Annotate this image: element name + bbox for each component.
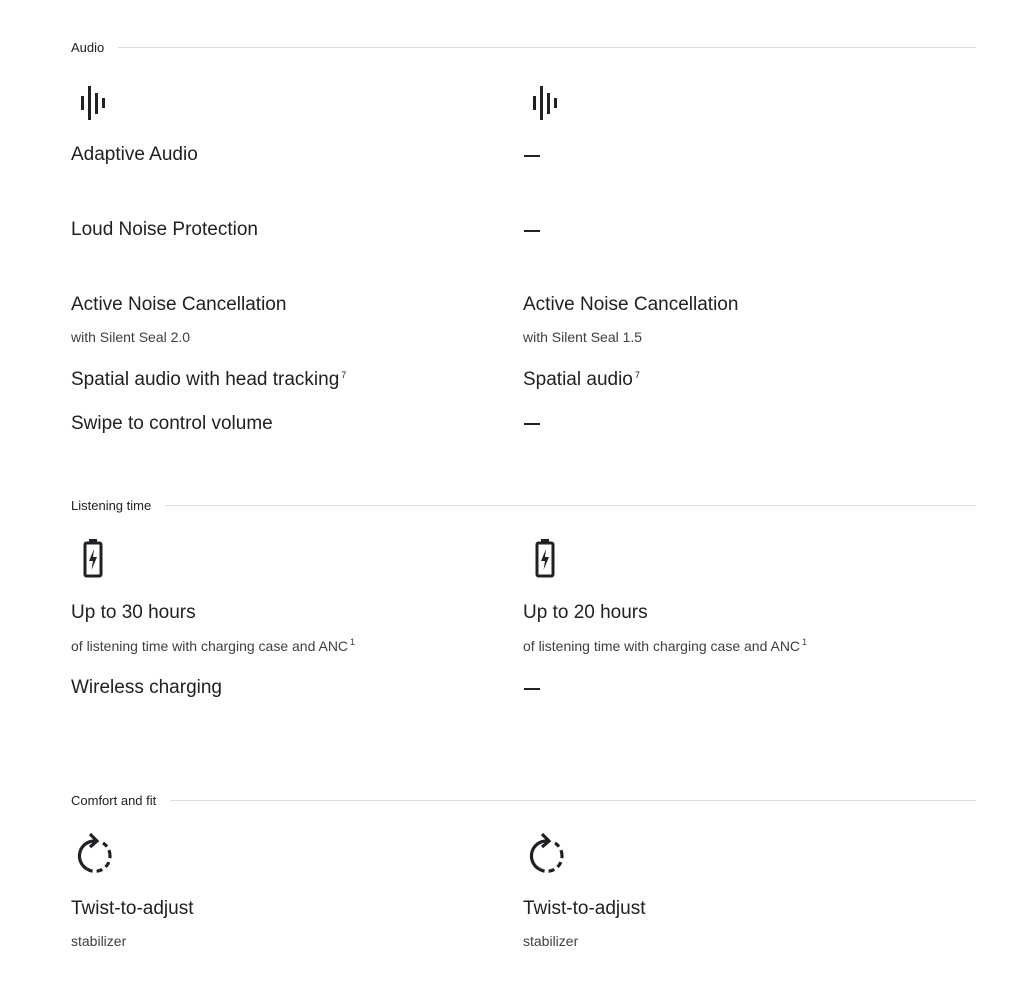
divider [165, 505, 976, 506]
feature-listening-hours-detail [71, 637, 355, 655]
not-available-dash [524, 423, 540, 425]
footnote-marker[interactable]: 1 [802, 637, 808, 648]
feature-anc-detail: with Silent Seal 2.0 [71, 329, 191, 345]
footnote-marker[interactable]: 7 [341, 369, 347, 380]
feature-listening-hours: Up to 30 hours [71, 602, 196, 623]
section-header-listening-time [71, 497, 976, 513]
section-title: Audio [71, 39, 105, 55]
section-header-comfort-fit [71, 792, 976, 808]
feature-twist-to-adjust: Twist-to-adjust [523, 898, 646, 919]
feature-listening-hours-detail-text: of listening time with charging case and ANC [71, 638, 349, 654]
battery-charging-icon [83, 538, 103, 578]
section-title: Comfort and fit [71, 792, 157, 808]
section-header-audio [71, 39, 976, 55]
footnote-marker[interactable]: 7 [634, 369, 640, 380]
feature-anc-detail: with Silent Seal 1.5 [523, 329, 643, 345]
feature-twist-to-adjust-detail: stabilizer [71, 933, 127, 949]
feature-loud-noise-protection: Loud Noise Protection [71, 219, 258, 240]
not-available-dash [524, 688, 540, 690]
feature-spatial-audio-label: Spatial audio [523, 369, 633, 390]
footnote-marker[interactable]: 1 [350, 637, 356, 648]
twist-rotate-icon [73, 831, 117, 877]
feature-spatial-audio [523, 368, 640, 392]
feature-twist-to-adjust: Twist-to-adjust [71, 898, 194, 919]
audio-waveform-icon [531, 84, 561, 122]
feature-listening-hours-detail-text: of listening time with charging case and ANC [523, 638, 801, 654]
feature-twist-to-adjust-detail: stabilizer [523, 933, 579, 949]
feature-swipe-volume: Swipe to control volume [71, 413, 273, 434]
feature-listening-hours-detail [523, 637, 807, 655]
audio-waveform-icon [79, 84, 109, 122]
feature-adaptive-audio: Adaptive Audio [71, 144, 198, 165]
feature-anc: Active Noise Cancellation [523, 294, 739, 315]
divider [118, 47, 976, 48]
section-title: Listening time [71, 497, 152, 513]
feature-spatial-audio-label: Spatial audio with head tracking [71, 369, 340, 390]
not-available-dash [524, 230, 540, 232]
feature-spatial-audio [71, 368, 346, 392]
not-available-dash [524, 155, 540, 157]
twist-rotate-icon [525, 831, 569, 877]
divider [170, 800, 976, 801]
feature-listening-hours: Up to 20 hours [523, 602, 648, 623]
feature-wireless-charging: Wireless charging [71, 677, 222, 698]
feature-anc: Active Noise Cancellation [71, 294, 287, 315]
battery-charging-icon [535, 538, 555, 578]
